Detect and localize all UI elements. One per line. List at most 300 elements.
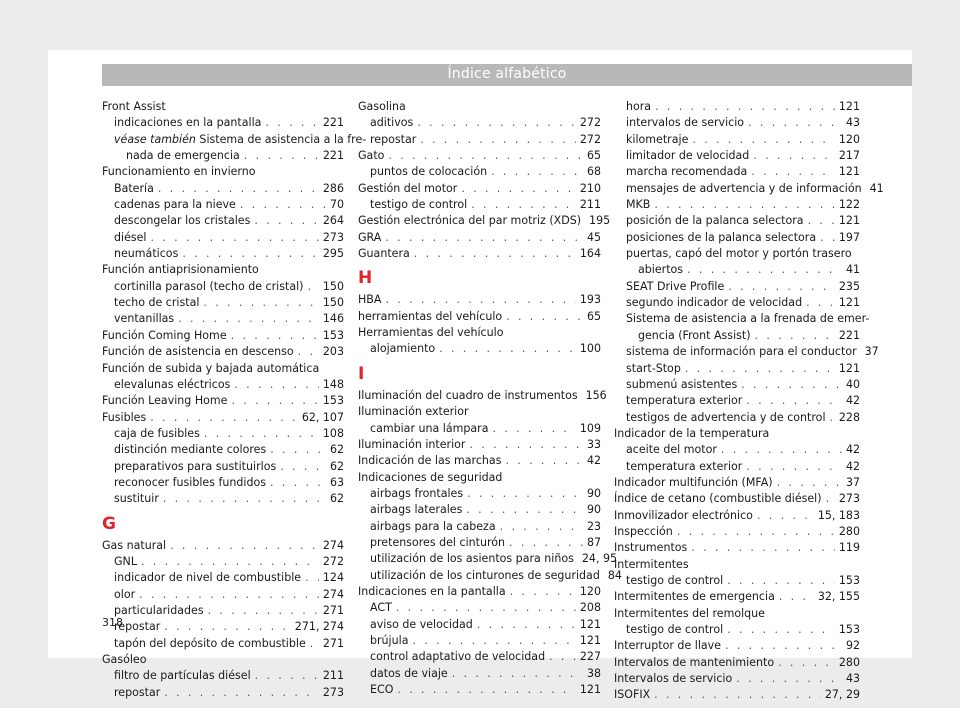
page-reference: 153 — [838, 623, 860, 636]
index-entry — [358, 292, 601, 308]
entry-label: Iluminación del cuadro de instrumentos — [358, 388, 578, 402]
index-subentry — [102, 246, 344, 262]
entry-label: indicador de nivel de combustible — [114, 571, 302, 585]
index-entry — [614, 606, 860, 622]
index-entry — [358, 453, 601, 469]
entry-label: diésel — [114, 230, 147, 244]
index-subentry — [614, 148, 860, 164]
entry-label: Iluminación interior — [358, 437, 466, 451]
entry-label: brújula — [370, 633, 409, 647]
index-entry — [102, 99, 344, 115]
entry-label: caja de fusibles — [114, 426, 200, 440]
index-entry — [102, 410, 344, 426]
index-subentry — [102, 668, 344, 684]
leader-dots — [208, 603, 319, 619]
entry-label: intervalos de servicio — [626, 116, 745, 130]
page-reference: 37 — [864, 345, 879, 359]
index-entry — [614, 540, 860, 556]
index-subentry — [614, 295, 860, 311]
index-subentry — [358, 666, 601, 682]
entry-label: Intervalos de mantenimiento — [614, 655, 775, 669]
index-subentry — [358, 341, 601, 357]
index-entry — [102, 328, 344, 344]
entry-label: Indicador de la temperatura — [614, 426, 770, 440]
leader-dots — [420, 132, 576, 148]
page-reference: 221 — [322, 149, 344, 163]
leader-dots — [505, 453, 582, 469]
index-entry — [358, 404, 601, 420]
entry-label: start-Stop — [626, 361, 681, 375]
index-subentry — [358, 551, 618, 567]
entry-label: Front Assist — [102, 100, 166, 113]
entry-label: Función Coming Home — [102, 328, 227, 342]
entry-label: airbags frontales — [370, 486, 464, 500]
page-reference: 37 — [845, 475, 860, 489]
entry-label: testigo de control — [626, 623, 724, 636]
index-subentry — [614, 246, 860, 262]
page-reference: 42 — [845, 459, 860, 473]
leader-dots — [255, 668, 319, 684]
entry-label: datos de viaje — [370, 666, 448, 680]
leader-dots — [746, 393, 842, 409]
page-reference: 45 — [586, 230, 601, 244]
leader-dots — [654, 197, 835, 213]
index-entry — [614, 655, 860, 671]
entry-label: techo de cristal — [114, 296, 200, 310]
leader-dots — [204, 426, 319, 442]
leader-dots — [270, 475, 326, 491]
page-reference: 273 — [322, 685, 344, 699]
page-reference: 32, 155 — [817, 590, 860, 604]
entry-label: aviso de velocidad — [370, 617, 473, 631]
page-reference: 62 — [329, 459, 344, 473]
entry-label: Instrumentos — [614, 541, 688, 555]
entry-label: elevalunas eléctricos — [114, 377, 231, 391]
entry-label: alojamiento — [370, 342, 436, 356]
index-entry — [358, 470, 601, 486]
entry-label: SEAT Drive Profile — [626, 279, 725, 293]
index-entry — [358, 309, 601, 325]
leader-dots — [182, 246, 319, 262]
page-reference: 197 — [838, 230, 860, 244]
page-reference: 273 — [322, 230, 344, 244]
page-reference: 164 — [579, 247, 601, 261]
leader-dots — [265, 115, 318, 131]
entry-label: MKB — [626, 198, 651, 212]
entry-label: filtro de partículas diésel — [114, 669, 251, 683]
header-band — [102, 64, 912, 86]
index-subentry — [614, 361, 860, 377]
entry-label: distinción mediante colores — [114, 443, 267, 457]
leader-dots — [178, 311, 319, 327]
entry-label: descongelar los cristales — [114, 214, 251, 228]
index-subentry — [358, 164, 601, 180]
entry-label: Indicador multifunción (MFA) — [614, 475, 773, 489]
entry-label: Intermitentes — [614, 557, 689, 571]
index-subentry — [614, 328, 860, 344]
page-reference: 119 — [838, 541, 860, 555]
page-reference: 210 — [579, 181, 601, 195]
index-subentry — [102, 570, 344, 586]
index-subentry — [358, 617, 601, 633]
index-subentry — [102, 491, 344, 507]
entry-label: Inspección — [614, 524, 673, 538]
index-subentry — [614, 459, 860, 475]
page-reference: 68 — [586, 165, 601, 179]
index-subentry — [102, 619, 344, 635]
index-subentry — [102, 295, 344, 311]
page-reference: 120 — [579, 584, 601, 598]
index-subentry — [102, 148, 344, 164]
leader-dots — [692, 132, 835, 148]
index-subentry — [102, 279, 344, 295]
page-reference: 42 — [586, 454, 601, 468]
entry-label: GNL — [114, 554, 137, 568]
entry-label: Funcionamiento en invierno — [102, 165, 256, 179]
entry-label: mensajes de advertencia y de información — [626, 181, 862, 195]
entry-label: Índice de cetano (combustible diésel) — [614, 492, 822, 506]
leader-dots — [396, 600, 576, 616]
section-letter: H — [358, 268, 373, 289]
page-reference: 295 — [322, 247, 344, 261]
leader-dots — [305, 570, 319, 586]
page-reference: 272 — [579, 132, 601, 146]
entry-label: testigo de control — [626, 573, 724, 587]
index-entry — [102, 164, 344, 180]
entry-label: Función Leaving Home — [102, 394, 228, 408]
entry-label: gencia (Front Assist) — [638, 328, 751, 342]
page-reference: 271 — [322, 636, 344, 650]
index-subentry — [614, 99, 860, 115]
index-entry — [102, 262, 344, 278]
entry-label: Gas natural — [102, 538, 167, 552]
page-reference: 42 — [845, 443, 860, 457]
index-subentry — [102, 554, 344, 570]
leader-dots — [492, 421, 575, 437]
entry-label: testigos de advertencia y de control — [626, 410, 826, 424]
index-entry — [102, 538, 344, 554]
page-reference: 211 — [579, 198, 601, 212]
leader-dots — [685, 361, 835, 377]
page-reference: 15, 183 — [817, 508, 860, 522]
leader-dots — [439, 341, 576, 357]
page-reference: 42 — [845, 394, 860, 408]
page-reference: 156 — [585, 388, 607, 402]
page-reference: 100 — [579, 342, 601, 356]
page-reference: 62 — [329, 443, 344, 457]
entry-label: limitador de velocidad — [626, 149, 750, 163]
entry-label: reconocer fusibles fundidos — [114, 475, 266, 489]
leader-dots — [397, 682, 576, 698]
leader-dots — [467, 486, 583, 502]
entry-label: Gestión del motor — [358, 181, 458, 195]
leader-dots — [466, 502, 583, 518]
leader-dots — [385, 230, 583, 246]
index-subentry — [358, 502, 601, 518]
entry-label: preparativos para sustituirlos — [114, 459, 277, 473]
leader-dots — [721, 442, 842, 458]
page-reference: 24, 95 — [581, 552, 618, 566]
section-letter: G — [102, 513, 116, 534]
leader-dots — [655, 99, 835, 115]
page-reference: 148 — [322, 377, 344, 391]
entry-label: abiertos — [638, 263, 684, 277]
index-subentry — [614, 115, 860, 131]
page-reference: 271 — [322, 603, 344, 617]
leader-dots — [830, 410, 835, 426]
index-entry — [358, 388, 607, 404]
index-entry — [614, 557, 860, 573]
page-reference: 108 — [322, 426, 344, 440]
index-subentry — [358, 649, 601, 665]
leader-dots — [687, 262, 842, 278]
index-entry — [614, 671, 860, 687]
entry-label: Inmovilizador electrónico — [614, 508, 753, 522]
index-subentry — [358, 421, 601, 437]
entry-label: ISOFIX — [614, 688, 651, 702]
leader-dots — [736, 671, 842, 687]
page-reference: 150 — [322, 279, 344, 293]
entry-label: Fusibles — [102, 410, 147, 424]
index-entry — [358, 181, 601, 197]
page-reference: 153 — [838, 573, 860, 587]
page-reference: 40 — [845, 377, 860, 391]
entry-label: control adaptativo de velocidad — [370, 650, 546, 664]
see-also-label: véase también — [114, 132, 196, 146]
entry-label: repostar — [114, 685, 161, 699]
page-reference: 65 — [586, 149, 601, 163]
page-reference: 195 — [589, 214, 611, 228]
leader-dots — [491, 164, 583, 180]
entry-label: neumáticos — [114, 247, 179, 261]
index-entry — [614, 426, 860, 442]
page-reference: 33 — [586, 437, 601, 451]
index-subentry — [614, 132, 860, 148]
leader-dots — [826, 491, 835, 507]
entry-label: Función de subida y bajada automática — [102, 361, 320, 375]
leader-dots — [150, 410, 298, 426]
index-subentry — [614, 213, 860, 229]
page-reference: 217 — [838, 149, 860, 163]
page-reference: 264 — [322, 214, 344, 228]
page-reference: 27, 29 — [824, 688, 860, 702]
index-subentry — [358, 633, 601, 649]
index-subentry — [614, 410, 860, 426]
leader-dots — [452, 666, 583, 682]
leader-dots — [806, 295, 835, 311]
page-reference: 124 — [322, 571, 344, 585]
entry-label: sistema de información para el conductor — [626, 345, 857, 359]
entry-label: airbags para la cabeza — [370, 519, 496, 533]
entry-label: kilometraje — [626, 132, 689, 146]
leader-dots — [477, 617, 576, 633]
index-subentry — [358, 568, 622, 584]
leader-dots — [746, 459, 842, 475]
index-column-3 — [614, 99, 884, 704]
entry-label: utilización de los asientos para niños — [370, 552, 574, 566]
page-reference: 272 — [322, 554, 344, 568]
page-reference: 121 — [838, 361, 860, 375]
entry-label: Interruptor de llave — [614, 639, 721, 653]
leader-dots — [234, 377, 319, 393]
entry-label: Gasolina — [358, 100, 406, 113]
leader-dots — [164, 619, 291, 635]
leader-dots — [141, 554, 319, 570]
page-reference: 121 — [838, 165, 860, 179]
section-letter: I — [358, 363, 365, 384]
index-subentry — [614, 377, 860, 393]
leader-dots — [808, 213, 835, 229]
leader-dots — [549, 649, 576, 665]
page-reference: 280 — [838, 524, 860, 538]
page-reference: 150 — [322, 296, 344, 310]
index-subentry — [102, 181, 344, 197]
entry-label: repostar — [370, 132, 417, 146]
entry-label: Intervalos de servicio — [614, 672, 733, 686]
page-reference: 109 — [579, 421, 601, 435]
index-subentry — [614, 164, 860, 180]
entry-label: indicaciones en la pantalla — [114, 116, 262, 130]
index-subentry — [102, 230, 344, 246]
page-reference: 221 — [838, 328, 860, 342]
leader-dots — [777, 475, 842, 491]
index-entry — [102, 652, 344, 668]
leader-dots — [471, 197, 576, 213]
entry-label: Función antiaprisionamiento — [102, 263, 259, 277]
leader-dots — [280, 459, 326, 475]
index-entry — [358, 148, 601, 164]
leader-dots — [307, 279, 318, 295]
index-entry — [614, 524, 860, 540]
leader-dots — [412, 633, 575, 649]
index-entry — [102, 361, 344, 377]
entry-label: testigo de control — [370, 198, 468, 212]
leader-dots — [203, 295, 319, 311]
index-entry — [102, 393, 344, 409]
page-reference: 121 — [579, 683, 601, 696]
entry-label: Guantera — [358, 247, 410, 261]
index-subentry — [358, 600, 601, 616]
index-subentry — [358, 486, 601, 502]
entry-label: posición de la palanca selectora — [626, 214, 804, 228]
leader-dots — [164, 685, 319, 701]
page-reference: 221 — [322, 116, 344, 130]
leader-dots — [748, 115, 842, 131]
index-page — [48, 50, 912, 702]
leader-dots — [231, 328, 319, 344]
index-subentry — [102, 426, 344, 442]
page-reference: 227 — [579, 650, 601, 664]
index-entry — [358, 99, 601, 115]
leader-dots — [270, 442, 326, 458]
entry-label: Sistema de asistencia a la frenada de emer- — [626, 312, 870, 326]
index-subentry — [614, 344, 879, 360]
page-reference: 121 — [579, 633, 601, 647]
entry-label: HBA — [358, 293, 382, 307]
index-subentry — [102, 603, 344, 619]
entry-label: hora — [626, 100, 652, 113]
index-subentry — [614, 230, 860, 246]
page-reference: 273 — [838, 492, 860, 506]
index-entry — [614, 589, 860, 605]
leader-dots — [506, 309, 583, 325]
leader-dots — [677, 524, 835, 540]
leader-dots — [691, 540, 835, 556]
leader-dots — [170, 538, 319, 554]
index-subentry — [102, 115, 344, 131]
entry-label: Indicación de las marchas — [358, 454, 502, 468]
leader-dots — [751, 164, 835, 180]
entry-label: repostar — [114, 620, 161, 634]
entry-label: pretensores del cinturón — [370, 535, 506, 549]
page-reference: 90 — [586, 503, 601, 517]
page-reference: 120 — [838, 132, 860, 146]
index-subentry — [102, 311, 344, 327]
index-subentry — [614, 622, 860, 638]
index-subentry — [358, 132, 601, 148]
index-column-1 — [102, 99, 367, 701]
index-entry — [614, 638, 860, 654]
entry-label — [114, 132, 366, 148]
leader-dots — [778, 655, 835, 671]
leader-dots — [757, 508, 814, 524]
leader-dots — [151, 230, 319, 246]
index-subentry — [358, 535, 601, 551]
leader-dots — [388, 148, 583, 164]
leader-dots — [310, 636, 319, 652]
page-reference: 90 — [586, 486, 601, 500]
entry-label: Indicaciones en la pantalla — [358, 584, 506, 598]
page-reference: 63 — [329, 475, 344, 489]
index-entry — [102, 344, 344, 360]
page-reference: 228 — [838, 410, 860, 424]
entry-label: herramientas del vehículo — [358, 309, 503, 323]
page-reference: 203 — [322, 345, 344, 359]
index-subentry — [614, 393, 860, 409]
leader-dots — [414, 246, 576, 262]
page-title: Índice alfabético — [447, 66, 567, 82]
entry-label: utilización de los cinturones de seguridad — [370, 568, 600, 582]
entry-label: temperatura exterior — [626, 459, 743, 473]
entry-label: aditivos — [370, 116, 414, 130]
entry-label: cortinilla parasol (techo de cristal) — [114, 279, 304, 293]
leader-dots — [163, 491, 326, 507]
page-reference: 274 — [322, 587, 344, 601]
index-entry — [614, 475, 860, 491]
page-reference: 153 — [322, 394, 344, 408]
index-subentry — [102, 636, 344, 652]
page-reference: 43 — [845, 116, 860, 130]
entry-label: ACT — [370, 601, 392, 615]
page-reference: 41 — [869, 181, 884, 195]
index-subentry — [102, 459, 344, 475]
index-subentry — [614, 279, 860, 295]
index-subentry — [102, 587, 344, 603]
entry-label: Gasóleo — [102, 653, 147, 666]
index-subentry — [614, 442, 860, 458]
entry-label: ECO — [370, 683, 394, 696]
entry-label-text: Sistema de asistencia a la fre- — [195, 132, 367, 146]
index-column-2 — [358, 99, 622, 698]
page-reference: 153 — [322, 328, 344, 342]
entry-label: olor — [114, 587, 136, 601]
index-entry — [358, 325, 601, 341]
entry-label: marcha recomendada — [626, 165, 748, 179]
page-reference: 92 — [845, 639, 860, 653]
leader-dots — [753, 148, 835, 164]
entry-label: nada de emergencia — [126, 149, 240, 163]
index-entry — [358, 584, 601, 600]
